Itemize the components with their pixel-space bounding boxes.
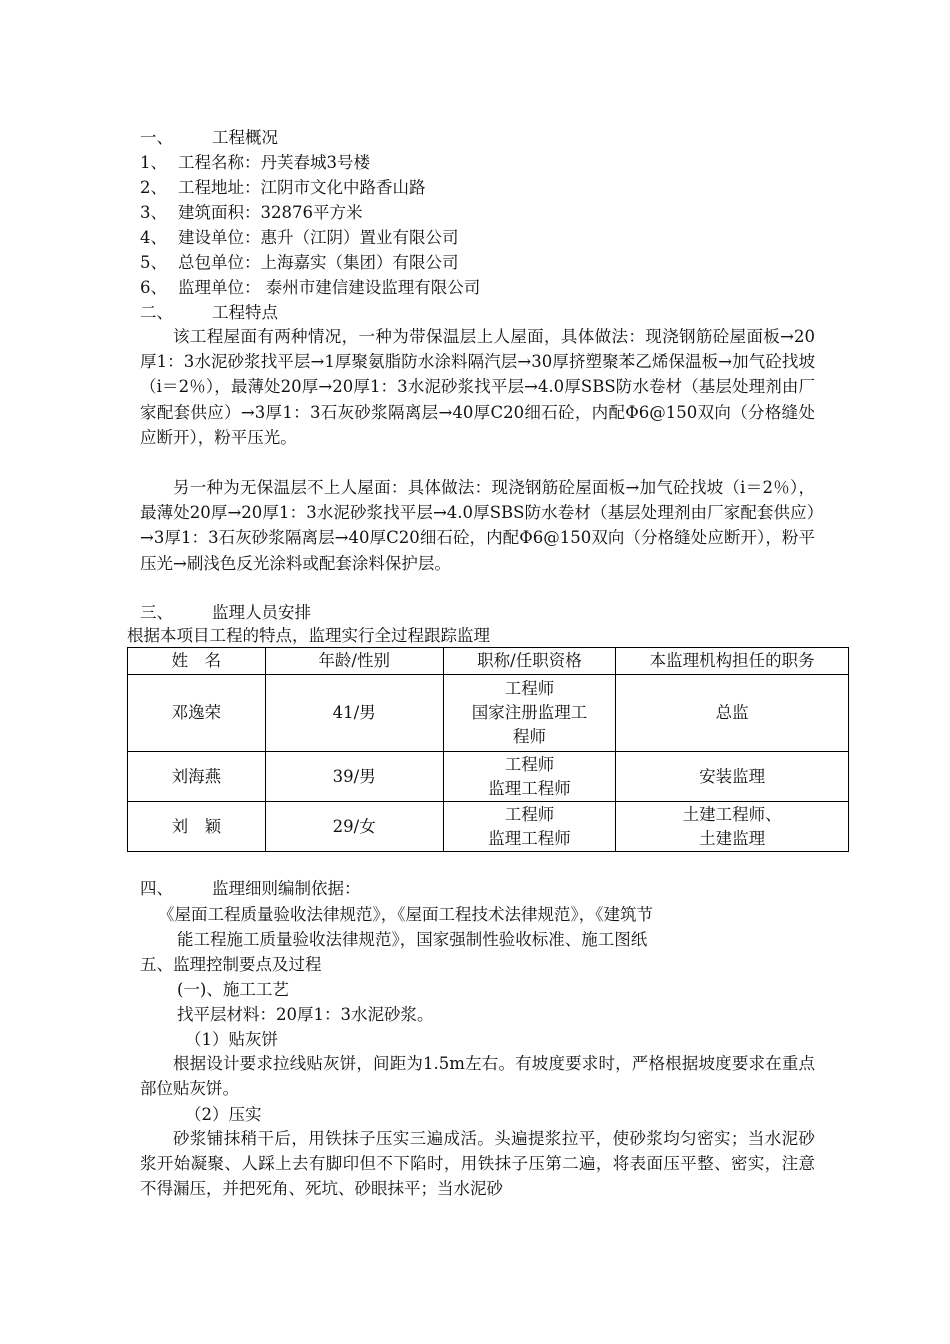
column-header: 本监理机构担任的职务 [616, 648, 849, 675]
column-header: 姓 名 [128, 648, 266, 675]
cell-role: 土建工程师、 土建监理 [616, 802, 849, 852]
list-item: 1、 工程名称：丹芙春城3号楼 [140, 153, 370, 172]
column-header: 年龄/性别 [265, 648, 443, 675]
subsection-heading: (一)、施工工艺 [177, 980, 289, 999]
section2-heading [140, 300, 278, 325]
section-number: 一、 [140, 128, 173, 147]
cell-title: 工程师 监理工程师 [443, 802, 616, 852]
cell-title: 工程师 监理工程师 [443, 752, 616, 802]
section-title: 工程特点 [212, 303, 278, 322]
paragraph: 另一种为无保温层不上人屋面：具体做法：现浇钢筋砼屋面板→加气砼找坡（i＝2％），最薄处20厚→20厚1：3水泥砂浆找平层→4.0厚SBS防水卷材（基层处理剂由厂家配套供应）→3厚1：3石灰砂浆隔离层→40厚C20细石砼，内配Φ6@150双向（分格缝处应断开），粉平压光→刷浅色反光涂料或配套涂料保护层。 [140, 478, 815, 573]
staff-table [127, 647, 849, 852]
section-number: 二、 [140, 303, 173, 322]
section-title: 工程概况 [212, 128, 278, 147]
cell-name: 刘海燕 [128, 752, 266, 802]
section-number: 三、 [140, 603, 173, 622]
cell-title: 工程师 国家注册监理工 程师 [443, 675, 616, 752]
section1-heading [140, 125, 278, 150]
cell-role: 总监 [616, 675, 849, 752]
table-intro: 根据本项目工程的特点，监理实行全过程跟踪监理 [127, 626, 490, 645]
table-header-row [128, 648, 849, 675]
cell-age: 39/男 [265, 752, 443, 802]
paragraph: 该工程屋面有两种情况，一种为带保温层上人屋面，具体做法：现浇钢筋砼屋面板→20厚1：3水泥砂浆找平层→1厚聚氨脂防水涂料隔汽层→30厚挤塑聚苯乙烯保温板→加气砼找坡（i＝2％），最薄处20厚→20厚1：3水泥砂浆找平层→4.0厚SBS防水卷材（基层处理剂由厂家配套供应）→3厚1：3石灰砂浆隔离层→40厚C20细石砼，内配Φ6@150双向（分格缝处应断开），粉平压光。 [140, 327, 815, 447]
basis-text-line: 能工程施工质量验收法律规范》，国家强制性验收标准、施工图纸 [177, 930, 648, 949]
cell-role: 安装监理 [616, 752, 849, 802]
section-number: 四、 [140, 879, 173, 898]
cell-age: 41/男 [265, 675, 443, 752]
basis-text-line: 《屋面工程质量验收法律规范》，《屋面工程技术法律规范》，《建筑节 [158, 905, 653, 924]
paragraph: 砂浆铺抹稍干后，用铁抹子压实三遍成活。头遍提浆拉平，使砂浆均匀密实；当水泥砂浆开始凝聚、人踩上去有脚印但不下陷时，用铁抹子压第二遍，将表面压平整、密实，注意不得漏压，并把死角、死坑、砂眼抹平；当水泥砂 [140, 1129, 815, 1199]
list-item: 6、 监理单位： 泰州市建信建设监理有限公司 [140, 278, 481, 297]
section-title: 监理人员安排 [212, 603, 311, 622]
column-header: 职称/任职资格 [443, 648, 616, 675]
section5-heading: 五、监理控制要点及过程 [140, 955, 322, 974]
table-row [128, 675, 849, 752]
list-item: 5、 总包单位：上海嘉实（集团）有限公司 [140, 253, 459, 272]
list-item: 2、 工程地址：江阴市文化中路香山路 [140, 178, 426, 197]
section3-heading [140, 600, 311, 625]
list-item: 3、 建筑面积：32876平方米 [140, 203, 363, 222]
cell-age: 29/女 [265, 802, 443, 852]
cell-name: 邓逸荣 [128, 675, 266, 752]
step-heading: （1）贴灰饼 [185, 1030, 278, 1049]
step-heading: （2）压实 [185, 1105, 262, 1124]
cell-name: 刘 颖 [128, 802, 266, 852]
table-row [128, 752, 849, 802]
section4-heading [140, 876, 361, 901]
table-row [128, 802, 849, 852]
paragraph: 根据设计要求拉线贴灰饼，间距为1.5m左右。有坡度要求时，严格根据坡度要求在重点部位贴灰饼。 [140, 1054, 815, 1099]
list-item: 4、 建设单位：惠升（江阴）置业有限公司 [140, 228, 459, 247]
section-title: 监理细则编制依据： [212, 879, 361, 898]
material-text: 找平层材料：20厚1：3水泥砂浆。 [177, 1005, 434, 1024]
